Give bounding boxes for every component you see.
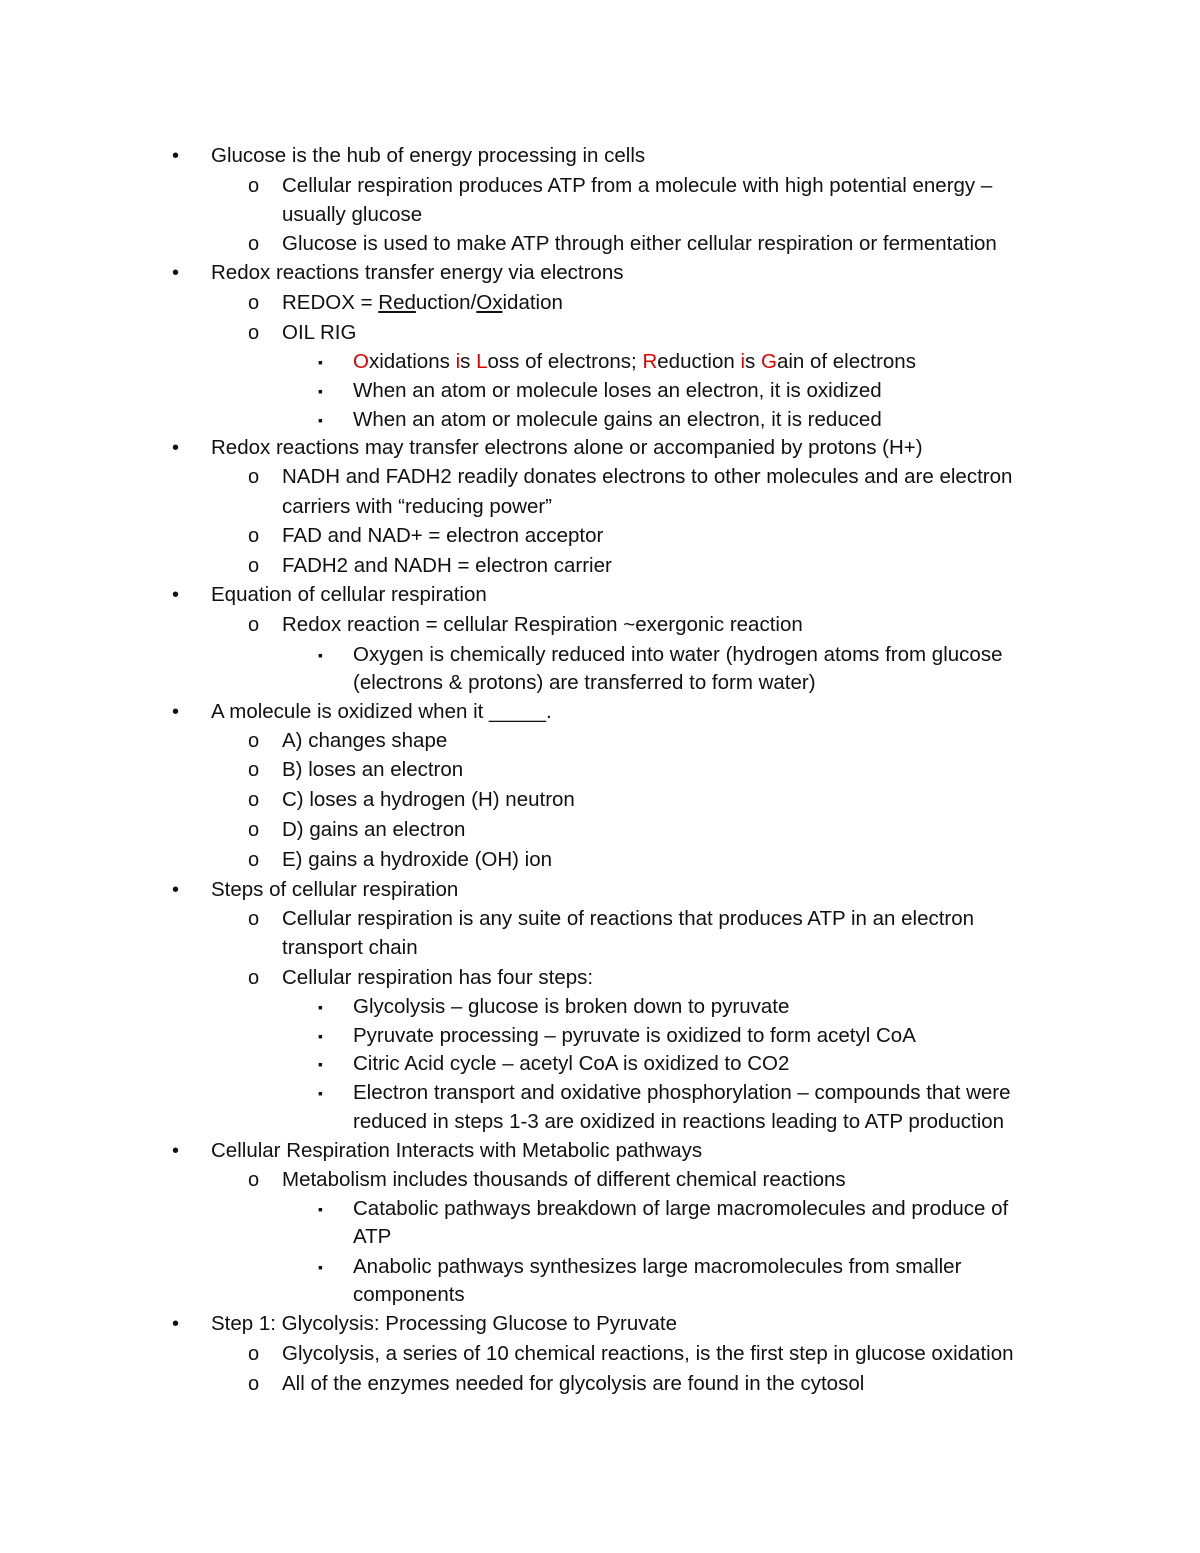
square-bullet-marker: ▪ [318, 647, 323, 663]
sub-bullet-marker: o [248, 967, 260, 989]
sub-sub-bullet-item: Citric Acid cycle – acetyl CoA is oxidized to CO2 [353, 1052, 790, 1075]
bullet-marker: • [172, 879, 180, 901]
sub-bullet-marker: o [248, 292, 260, 314]
square-bullet-marker: ▪ [318, 1201, 323, 1217]
sub-sub-bullet-item: Anabolic pathways synthesizes large macromolecules from smaller [353, 1255, 962, 1278]
sub-bullet-item: NADH and FADH2 readily donates electrons to other molecules and are electron [282, 465, 1013, 488]
square-bullet-marker: ▪ [318, 412, 323, 428]
sub-bullet-item: OIL RIG [282, 321, 357, 344]
sub-bullet-item: FADH2 and NADH = electron carrier [282, 554, 612, 577]
sub-bullet-continuation: carriers with “reducing power” [282, 495, 553, 518]
redox-red-underlined: Red [378, 291, 416, 314]
sub-bullet-marker: o [248, 1169, 260, 1191]
redox-ox-underlined: Ox [476, 291, 503, 314]
bullet-item: Steps of cellular respiration [211, 878, 459, 901]
sub-bullet-item: Metabolism includes thousands of different chemical reactions [282, 1168, 846, 1191]
square-bullet-marker: ▪ [318, 1056, 323, 1072]
sub-sub-bullet-item: Oxygen is chemically reduced into water (hydrogen atoms from glucose [353, 643, 1003, 666]
bullet-marker: • [172, 437, 180, 459]
bullet-marker: • [172, 584, 180, 606]
bullet-marker: • [172, 262, 180, 284]
mnemonic-text: s [745, 350, 761, 373]
sub-sub-bullet-continuation: components [353, 1283, 465, 1306]
answer-option: A) changes shape [282, 729, 448, 752]
mnemonic-text: xidations [368, 350, 456, 373]
sub-sub-bullet-continuation: reduced in steps 1-3 are oxidized in reactions leading to ATP production [353, 1110, 1005, 1133]
sub-sub-bullet-item: Catabolic pathways breakdown of large macromolecules and produce of [353, 1197, 1009, 1220]
redox-idation: idation [502, 291, 563, 314]
mnemonic-text: ain of electrons [776, 350, 916, 373]
sub-bullet-marker: o [248, 730, 260, 752]
answer-option: E) gains a hydroxide (OH) ion [282, 848, 553, 871]
sub-bullet-marker: o [248, 175, 260, 197]
sub-bullet-marker: o [248, 819, 260, 841]
redox-uction: uction/ [415, 291, 477, 314]
sub-sub-bullet-item: Pyruvate processing – pyruvate is oxidized to form acetyl CoA [353, 1024, 916, 1047]
sub-bullet-item: Glucose is used to make ATP through either cellular respiration or fermentation [282, 232, 997, 255]
bullet-item: A molecule is oxidized when it _____. [211, 700, 552, 723]
sub-bullet-continuation: transport chain [282, 936, 418, 959]
square-bullet-marker: ▪ [318, 1085, 323, 1101]
bullet-item: Equation of cellular respiration [211, 583, 487, 606]
mnemonic-letter: L [476, 350, 488, 373]
sub-sub-bullet-item: Glycolysis – glucose is broken down to pyruvate [353, 995, 790, 1018]
sub-bullet-marker: o [248, 555, 260, 577]
bullet-item: Glucose is the hub of energy processing in cells [211, 144, 646, 167]
mnemonic-letter: G [760, 350, 777, 373]
sub-sub-bullet-item: Electron transport and oxidative phosphorylation – compounds that were [353, 1081, 1011, 1104]
sub-bullet-item: Cellular respiration has four steps: [282, 966, 594, 989]
square-bullet-marker: ▪ [318, 383, 323, 399]
sub-bullet-item: Cellular respiration produces ATP from a molecule with high potential energy – [282, 174, 993, 197]
sub-bullet-marker: o [248, 789, 260, 811]
sub-bullet-item: All of the enzymes needed for glycolysis are found in the cytosol [282, 1372, 865, 1395]
bullet-item: Cellular Respiration Interacts with Metabolic pathways [211, 1139, 703, 1162]
sub-bullet-marker: o [248, 759, 260, 781]
bullet-item: Step 1: Glycolysis: Processing Glucose to Pyruvate [211, 1312, 678, 1335]
square-bullet-marker: ▪ [318, 1028, 323, 1044]
sub-bullet-marker: o [248, 466, 260, 488]
square-bullet-marker: ▪ [318, 354, 323, 370]
mnemonic-text: oss of electrons; [487, 350, 643, 373]
bullet-marker: • [172, 1140, 180, 1162]
sub-bullet-marker: o [248, 322, 260, 344]
bullet-item: Redox reactions transfer energy via electrons [211, 261, 624, 284]
mnemonic-text: s [460, 350, 477, 373]
sub-bullet-marker: o [248, 1343, 260, 1365]
mnemonic-letter: i [740, 350, 746, 373]
sub-bullet-marker: o [248, 525, 260, 547]
redox-prefix: REDOX = [282, 291, 379, 314]
mnemonic-letter: O [353, 350, 369, 373]
sub-bullet-continuation: usually glucose [282, 203, 423, 226]
sub-bullet-marker: o [248, 1373, 260, 1395]
sub-bullet-marker: o [248, 614, 260, 636]
answer-option: D) gains an electron [282, 818, 466, 841]
bullet-marker: • [172, 145, 180, 167]
mnemonic-text: eduction [657, 350, 741, 373]
square-bullet-marker: ▪ [318, 999, 323, 1015]
sub-sub-bullet-item: When an atom or molecule loses an electron, it is oxidized [353, 379, 882, 402]
oil-rig-mnemonic [353, 350, 916, 374]
bullet-marker: • [172, 1313, 180, 1335]
bullet-item: Redox reactions may transfer electrons alone or accompanied by protons (H+) [211, 436, 923, 459]
sub-bullet-marker: o [248, 849, 260, 871]
bullet-marker: • [172, 701, 180, 723]
sub-sub-bullet-continuation: ATP [353, 1225, 392, 1248]
sub-bullet-item: Redox reaction = cellular Respiration ~exergonic reaction [282, 613, 803, 636]
square-bullet-marker: ▪ [318, 1259, 323, 1275]
answer-option: C) loses a hydrogen (H) neutron [282, 788, 575, 811]
sub-bullet-item: FAD and NAD+ = electron acceptor [282, 524, 604, 547]
sub-bullet-item: Cellular respiration is any suite of reactions that produces ATP in an electron [282, 907, 975, 930]
mnemonic-letter: i [455, 350, 461, 373]
sub-bullet-marker: o [248, 908, 260, 930]
sub-bullet-item: Glycolysis, a series of 10 chemical reactions, is the first step in glucose oxidation [282, 1342, 1014, 1365]
sub-sub-bullet-continuation: (electrons & protons) are transferred to form water) [353, 671, 816, 694]
sub-bullet-marker: o [248, 233, 260, 255]
sub-sub-bullet-item: When an atom or molecule gains an electron, it is reduced [353, 408, 882, 431]
mnemonic-letter: R [642, 350, 658, 373]
redox-definition [282, 291, 563, 315]
answer-option: B) loses an electron [282, 758, 464, 781]
